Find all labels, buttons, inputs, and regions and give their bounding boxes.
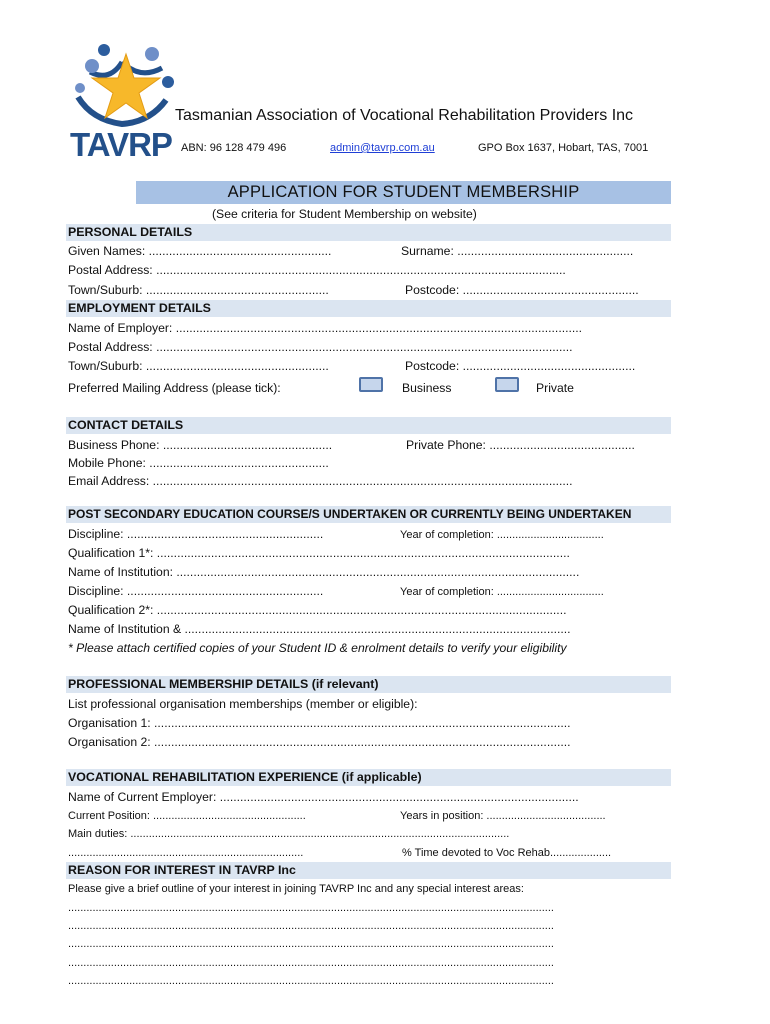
town-field[interactable]: Town/Suburb: ...................................................... [68,283,329,297]
education-heading-label: POST SECONDARY EDUCATION COURSE/S UNDERTAKEN OR CURRENTLY BEING UNDERTAKEN [68,507,632,521]
professional-heading [66,676,671,693]
institution-1-field[interactable]: Name of Institution: ....................................................................................................................... [68,565,580,579]
personal-heading-label: PERSONAL DETAILS [68,225,193,239]
discipline-1-field[interactable]: Discipline: .......................................................... [68,527,324,541]
employment-heading-label: EMPLOYMENT DETAILS [68,301,211,315]
interest-line[interactable]: ............................................................................................................................................................... [68,902,554,914]
contact-details-heading [66,417,671,434]
private-phone-field[interactable]: Private Phone: ........................................... [406,438,635,452]
voc-rehab-heading-label: VOCATIONAL REHABILITATION EXPERIENCE (if applicable) [68,770,422,784]
abn: ABN: 96 128 479 496 [181,142,287,154]
form-title [136,181,671,204]
postal-address: GPO Box 1637, Hobart, TAS, 7001 [478,142,649,154]
employer-postal-field[interactable]: Postal Address: ........................................................................................................................... [68,340,573,354]
interest-line[interactable]: ............................................................................................................................................................... [68,957,554,969]
personal-details-heading [66,224,671,241]
business-checkbox[interactable] [359,377,383,392]
given-names-field[interactable]: Given Names: ...................................................... [68,244,332,258]
year-completion-2-field[interactable]: Year of completion: ................................... [400,586,604,598]
logo-star-figures-icon [70,42,175,132]
main-duties-line-2[interactable]: ............................................................................. [68,847,304,859]
institution-2-field[interactable]: Name of Institution & .................................................................................................................. [68,622,571,636]
employment-details-heading [66,300,671,317]
interest-line[interactable]: ............................................................................................................................................................... [68,920,554,932]
logo-text: TAVRP [70,126,172,163]
memberships-intro: List professional organisation memberships (member or eligible): [68,697,418,711]
interest-prompt: Please give a brief outline of your interest in joining TAVRP Inc and any special interest areas: [68,883,524,895]
business-option-label: Business [402,381,452,395]
main-duties-field[interactable]: Main duties: ............................................................................................................................ [68,828,510,840]
eligibility-note: * Please attach certified copies of your Student ID & enrolment details to verify your eligibility [68,641,567,655]
interest-line[interactable]: ............................................................................................................................................................... [68,938,554,950]
employer-town-field[interactable]: Town/Suburb: ...................................................... [68,359,329,373]
email-link[interactable]: admin@tavrp.com.au [330,142,435,154]
postal-address-field[interactable]: Postal Address: ......................................................................................................................... [68,263,566,277]
time-devoted-field[interactable]: % Time devoted to Voc Rehab.................... [402,847,612,859]
current-position-field[interactable]: Current Position: .................................................. [68,810,306,822]
postcode-field[interactable]: Postcode: .................................................... [405,283,639,297]
organisation-1-field[interactable]: Organisation 1: ........................................................................................................................... [68,716,571,730]
organisation-2-field[interactable]: Organisation 2: ........................................................................................................................... [68,735,571,749]
form-subtitle: (See criteria for Student Membership on website) [212,207,477,221]
years-in-position-field[interactable]: Years in position: ....................................... [400,810,606,822]
current-employer-field[interactable]: Name of Current Employer: .......................................................................................................... [68,790,579,804]
employer-field[interactable]: Name of Employer: ........................................................................................................................ [68,321,583,335]
professional-heading-label: PROFESSIONAL MEMBERSHIP DETAILS (if relevant) [68,677,379,691]
qualification-2-field[interactable]: Qualification 2*: ......................................................................................................................... [68,603,567,617]
mobile-phone-field[interactable]: Mobile Phone: ..................................................... [68,456,329,470]
interest-line[interactable]: ............................................................................................................................................................... [68,975,554,987]
form-title-text: APPLICATION FOR STUDENT MEMBERSHIP [227,183,580,201]
year-completion-1-field[interactable]: Year of completion: ................................... [400,529,604,541]
email-address-field[interactable]: Email Address: ............................................................................................................................ [68,474,573,488]
employer-postcode-field[interactable]: Postcode: ................................................... [405,359,636,373]
private-checkbox[interactable] [495,377,519,392]
mailing-address-label: Preferred Mailing Address (please tick): [68,381,281,395]
contact-heading-label: CONTACT DETAILS [68,418,184,432]
interest-heading-label: REASON FOR INTEREST IN TAVRP Inc [68,863,296,877]
qualification-1-field[interactable]: Qualification 1*: .......................................................................................................................... [68,546,570,560]
org-name: Tasmanian Association of Vocational Rehabilitation Providers Inc [175,107,634,124]
private-option-label: Private [536,381,574,395]
business-phone-field[interactable]: Business Phone: .................................................. [68,438,333,452]
education-heading [66,506,671,523]
logo [70,42,175,162]
discipline-2-field[interactable]: Discipline: .......................................................... [68,584,324,598]
voc-rehab-heading [66,769,671,786]
surname-field[interactable]: Surname: .................................................... [401,244,634,258]
interest-heading [66,862,671,879]
